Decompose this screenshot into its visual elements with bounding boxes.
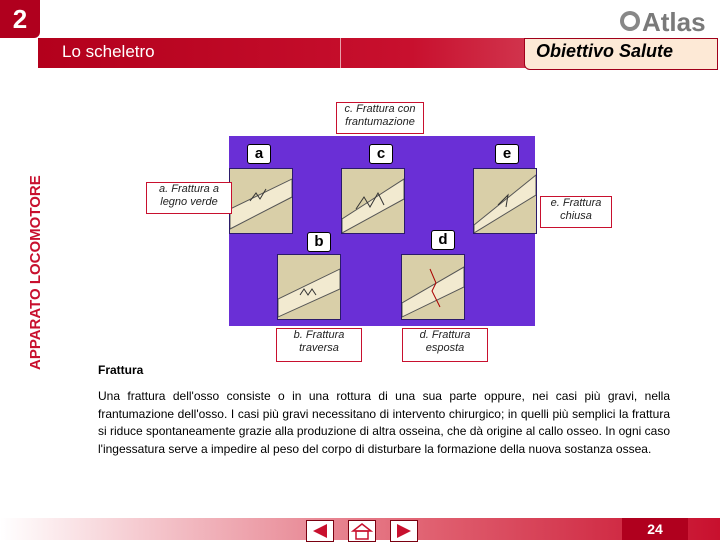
fracture-figure bbox=[229, 136, 535, 326]
body-paragraph: Una frattura dell'osso consiste o in una rottura di una sua parte oppure, nei casi più gravi, nella frantumazione dell'osso. I casi più gravi necessitano di intervento chirurgico; in quelli più semplici la frattura si riduce spontaneamente grazie alla produzione di altra osseina, che dà origine al callo osseo. In ogni caso l'ingessatura serve a impedire al peso del corpo di disturbare la formazione della nuova sostanza ossea. bbox=[98, 389, 670, 456]
panel-d-image bbox=[401, 254, 465, 320]
label-a: a bbox=[247, 144, 271, 164]
panel-c-image bbox=[341, 168, 405, 234]
brand-name: Atlas bbox=[642, 7, 706, 37]
callout-c: c. Frattura con frantumazione bbox=[336, 102, 424, 134]
home-icon bbox=[353, 524, 371, 531]
panel-a-image bbox=[229, 168, 293, 234]
panel-b-image bbox=[277, 254, 341, 320]
prev-button[interactable] bbox=[306, 520, 334, 542]
arrow-left-icon bbox=[313, 524, 327, 538]
header-divider bbox=[340, 38, 341, 68]
arrow-right-icon bbox=[397, 524, 411, 538]
label-b: b bbox=[307, 232, 331, 252]
callout-e: e. Frattura chiusa bbox=[540, 196, 612, 228]
page-number: 24 bbox=[622, 518, 688, 540]
panel-e-image bbox=[473, 168, 537, 234]
atlas-logo bbox=[618, 4, 710, 38]
section-heading: Frattura bbox=[98, 363, 144, 377]
label-c: c bbox=[369, 144, 393, 164]
callout-a: a. Frattura a legno verde bbox=[146, 182, 232, 214]
next-button[interactable] bbox=[390, 520, 418, 542]
home-button[interactable] bbox=[348, 520, 376, 542]
section-badge-label: Obiettivo Salute bbox=[536, 41, 674, 61]
chapter-number: 2 bbox=[0, 0, 40, 38]
label-e: e bbox=[495, 144, 519, 164]
sidebar-label: APPARATO LOCOMOTORE bbox=[27, 175, 44, 370]
callout-d: d. Frattura esposta bbox=[402, 328, 488, 362]
callout-b: b. Frattura traversa bbox=[276, 328, 362, 362]
label-d: d bbox=[431, 230, 455, 250]
page-title: Lo scheletro bbox=[62, 42, 155, 61]
sidebar-label-wrap bbox=[14, 80, 50, 380]
